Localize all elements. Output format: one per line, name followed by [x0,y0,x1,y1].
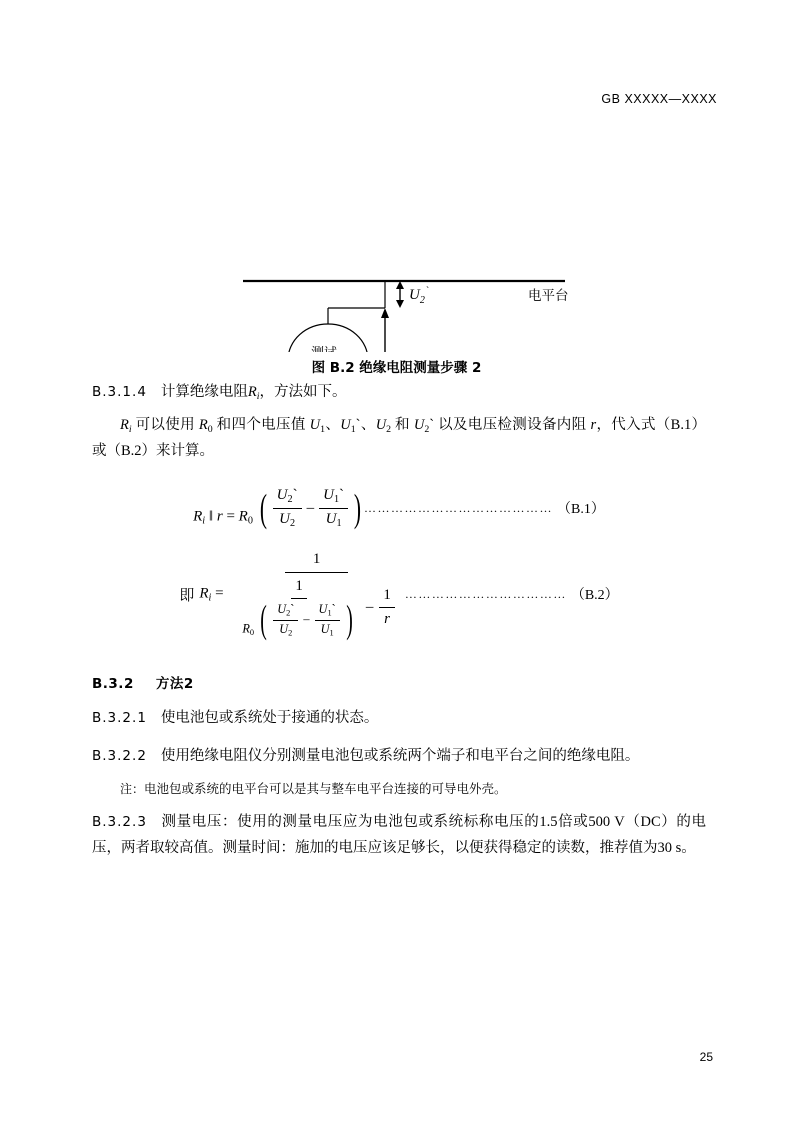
page-number: 25 [699,1050,713,1064]
note-label: 注： [120,782,145,797]
equation-b2-prefix: 即 [179,587,195,604]
clause-number-b3141: B.3.1.4 [92,384,147,400]
figure-label-u2-top: $U_2^`$ [409,285,429,306]
equation-b2-expression: $R_i$ = 1 1 $R_0$ ( $\frac{U_2`}{U_2}$ – $\frac{U_1`}{U_1}$ ) – $\frac{1}{r}$ [199,550,405,638]
clause-text-b321: 使电池包或系统处于接通的状态。 [160,710,379,727]
clause-number-b32: B.3.2 [92,676,134,693]
clause-number-b322: B.3.2.2 [92,747,147,764]
note-b322 [92,779,706,800]
figure-label-top-rail: 电平台 [528,288,569,304]
clause-text-b3141: 计算绝缘电阻$R_i$，方法如下。 [160,384,347,402]
clause-title-b32: 方法2 [155,676,194,693]
clause-heading-b-3-2 [92,672,706,692]
equation-b2-row [92,550,706,642]
equation-b1-dots: …………………………………… [364,500,554,515]
circuit-diagram-svg [0,132,793,352]
page-header-standard-code: GB XXXXX—XXXX [601,92,717,106]
figure-caption: 图 B.2 绝缘电阻测量步骤 2 [311,360,482,376]
clause-b-3-2-3 [92,810,706,861]
equation-b2-dots: ……………………………… [404,586,567,601]
equation-b2-tag: （B.2） [570,588,619,604]
equation-b1-row [92,486,706,530]
clause-b-3-1-4 [92,380,706,405]
clause-number-b321: B.3.2.1 [92,710,147,727]
equation-b1-expression: $R_i$ ‖ $r = R_0$ ( $\frac{U_2`}{U_2}$ – $\frac{U_1`}{U_1}$ ) [193,486,362,530]
figure-b2-diagram [0,132,793,352]
clause-text-b323: 测量电压：使用的测量电压应为电池包或系统标称电压的1.5倍或500 V（DC）的电压，两者取较高值。测量时间：施加的电压应该足够长，以便获得稳定的读数，推荐值为30 s。 [92,814,706,856]
clause-b3141-description: $R_i$ 可以使用 $R_0$ 和四个电压值 $U_1$、$U_1`$、$U_2$ 和 $U_2`$ 以及电压检测设备内阻 r，代入式（B.1）或（B.2）来计算。 [92,417,707,459]
figure-label-device-line1 [311,346,337,352]
clause-number-b323: B.3.2.3 [92,814,147,831]
note-text: 电池包或系统的电平台可以是其与整车电平台连接的可导电外壳。 [144,782,507,797]
document-body [92,380,706,863]
clause-b-3-2-2 [92,744,706,769]
clause-text-b322: 使用绝缘电阻仪分别测量电池包或系统两个端子和电平台之间的绝缘电阻。 [160,747,640,764]
clause-b-3-2-1 [92,706,706,731]
equation-b1-tag: （B.1） [557,502,605,518]
